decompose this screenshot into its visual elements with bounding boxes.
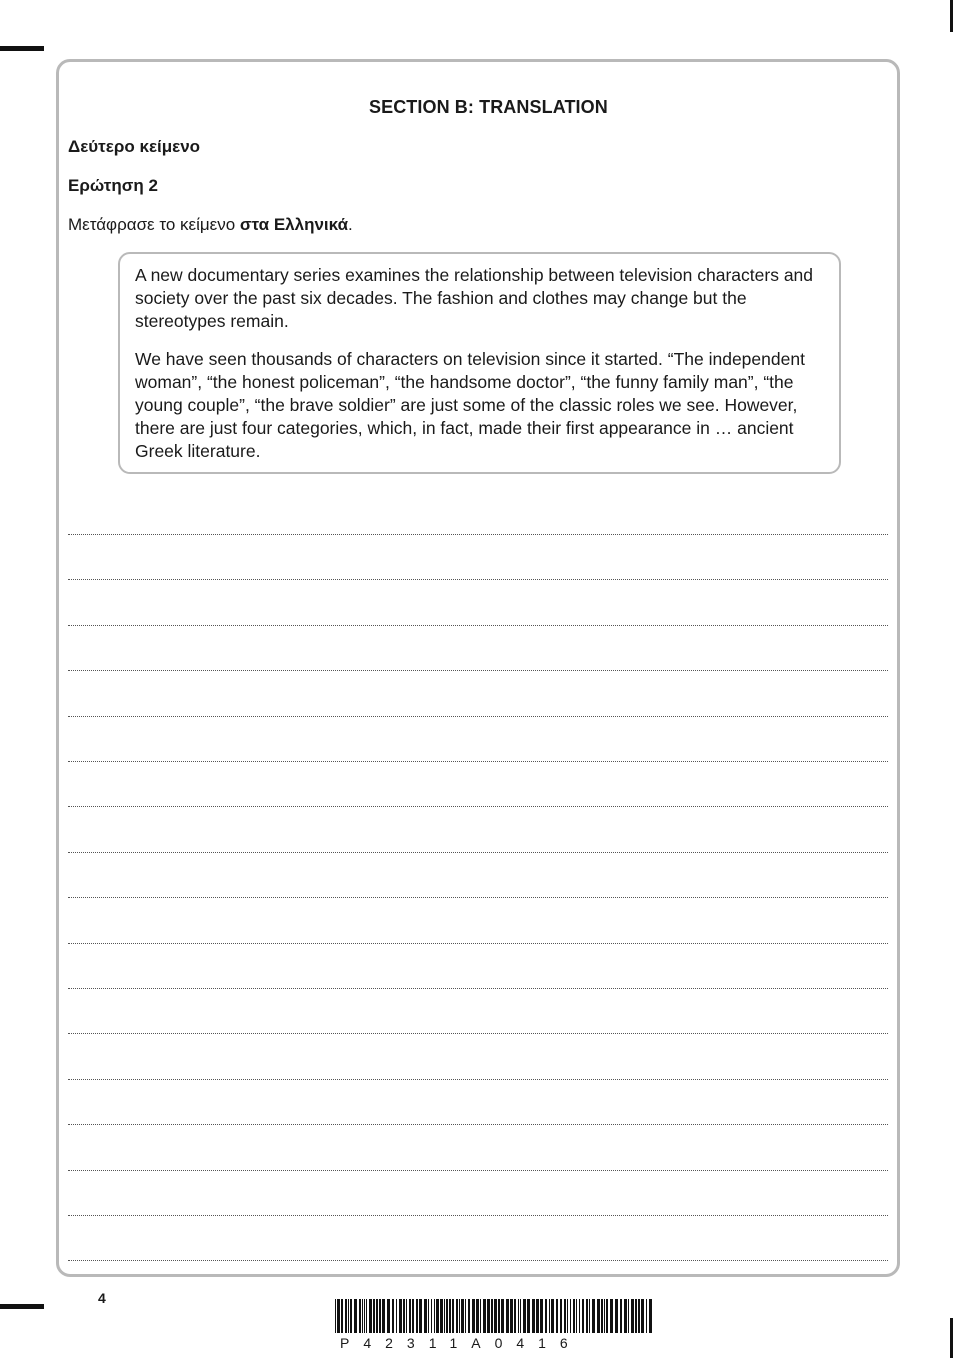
barcode-bar [649, 1299, 652, 1333]
barcode-bar [387, 1299, 390, 1333]
barcode-bar [638, 1299, 640, 1333]
answer-line [68, 716, 888, 717]
answer-line [68, 670, 888, 671]
barcode-bar [468, 1299, 470, 1333]
barcode-bar [359, 1299, 361, 1333]
barcode-bar [635, 1299, 637, 1333]
barcode-bar [459, 1299, 460, 1333]
text-label: Δεύτερο κείμενο [68, 137, 201, 156]
passage-paragraph-1: A new documentary series examines the relationship between television characters and society over the past six decades. The fashion and clothes may change but the stereotypes remain. [135, 265, 814, 331]
barcode-bar [354, 1299, 357, 1333]
barcode-bar [431, 1299, 432, 1333]
barcode-bar [472, 1299, 475, 1333]
barcode-bar [491, 1299, 493, 1333]
answer-line [68, 943, 888, 944]
barcode-bar [549, 1299, 550, 1333]
barcode-bar [628, 1299, 629, 1333]
barcode-bar [532, 1299, 535, 1333]
barcode-bar [601, 1299, 603, 1333]
barcode-bar [631, 1299, 634, 1333]
barcode-bar [456, 1299, 458, 1333]
barcode-bar [597, 1299, 600, 1333]
barcode-bar [373, 1299, 375, 1333]
barcode-bar [428, 1299, 429, 1333]
barcode-bar [364, 1299, 365, 1333]
barcode-bar [366, 1299, 367, 1333]
answer-line [68, 534, 888, 535]
instruction [68, 215, 353, 235]
barcode-bar [564, 1299, 566, 1333]
barcode-bar [501, 1299, 504, 1333]
instruction-prefix: Μετάφρασε το κείμενο [68, 215, 240, 234]
barcode-bar [412, 1299, 414, 1333]
barcode-bar [416, 1299, 418, 1333]
barcode-bar [376, 1299, 378, 1333]
answer-line [68, 1215, 888, 1216]
barcode-bar [604, 1299, 605, 1333]
barcode-bar [487, 1299, 490, 1333]
answer-line [68, 1033, 888, 1034]
barcode-bar [461, 1299, 464, 1333]
barcode-bar [646, 1299, 647, 1333]
barcode-bar [449, 1299, 451, 1333]
barcode-bar [494, 1299, 497, 1333]
barcode-bar [396, 1299, 397, 1333]
barcode-bar [369, 1299, 372, 1333]
barcode-bar [452, 1299, 454, 1333]
barcode-bar [379, 1299, 381, 1333]
barcode-bar [440, 1299, 443, 1333]
answer-line [68, 1260, 888, 1261]
barcode-bar [406, 1299, 407, 1333]
barcode-bar [579, 1299, 580, 1333]
barcode-bar [615, 1299, 618, 1333]
barcode-bar [510, 1299, 513, 1333]
barcode-text: P42311A0416 [340, 1335, 582, 1351]
answer-line [68, 897, 888, 898]
passage-box [118, 252, 841, 474]
barcode-bar [337, 1299, 340, 1333]
answer-frame [56, 59, 900, 1277]
barcode-bar [514, 1299, 516, 1333]
answer-line [68, 988, 888, 989]
answer-line [68, 625, 888, 626]
answer-line [68, 761, 888, 762]
barcode-bar [586, 1299, 588, 1333]
barcode-bar [582, 1299, 584, 1333]
barcode-bar [399, 1299, 402, 1333]
barcode-bar [620, 1299, 622, 1333]
barcode-bar [570, 1299, 571, 1333]
registration-mark-bottom-left [0, 1304, 44, 1309]
barcode-bar [610, 1299, 613, 1333]
barcode-bar [465, 1299, 466, 1333]
barcode-bar [589, 1299, 590, 1333]
barcode-bar [424, 1299, 427, 1333]
barcode-bar [403, 1299, 405, 1333]
instruction-suffix: . [348, 215, 353, 234]
answer-line [68, 1079, 888, 1080]
barcode-bar [556, 1299, 558, 1333]
barcode-bar [444, 1299, 445, 1333]
registration-mark-top-right [950, 0, 953, 32]
barcode [335, 1299, 655, 1335]
barcode-bar [641, 1299, 644, 1333]
barcode-bar [523, 1299, 526, 1333]
barcode-bar [518, 1299, 519, 1333]
barcode-bar [567, 1299, 568, 1333]
barcode-bar [480, 1299, 481, 1333]
barcode-bar [362, 1299, 363, 1333]
registration-mark-top-left [0, 46, 44, 51]
instruction-emphasis: στα Ελληνικά [239, 215, 349, 234]
barcode-bar [624, 1299, 627, 1333]
barcode-bar [392, 1299, 394, 1333]
barcode-bar [545, 1299, 547, 1333]
barcode-bar [483, 1299, 486, 1333]
passage-paragraph-2: We have seen thousands of characters on television since it started. “The independent woman”, “the honest policeman”, “the handsome doctor”, “the funny family man”, “the young couple”, “the brave soldier” are just some of the classic roles we see. However, there are just four categories, which, in fact, made their first appearance in … ancient Greek literature. [135, 349, 805, 461]
barcode-bar [576, 1299, 577, 1333]
barcode-bar [551, 1299, 554, 1333]
barcode-bar [592, 1299, 595, 1333]
question-label: Ερώτηση 2 [68, 176, 158, 195]
barcode-bar [345, 1299, 347, 1333]
answer-line [68, 579, 888, 580]
barcode-bar [348, 1299, 349, 1333]
barcode-bar [335, 1299, 336, 1333]
barcode-bar [419, 1299, 422, 1333]
answer-line [68, 1170, 888, 1171]
answer-line [68, 852, 888, 853]
barcode-bar [434, 1299, 435, 1333]
barcode-bar [506, 1299, 509, 1333]
barcode-bar [341, 1299, 343, 1333]
barcode-bar [560, 1299, 562, 1333]
section-title: SECTION B: TRANSLATION [369, 97, 608, 117]
barcode-bar [520, 1299, 521, 1333]
barcode-bar [573, 1299, 575, 1333]
barcode-bar [527, 1299, 530, 1333]
barcode-bar [606, 1299, 608, 1333]
barcode-bar [350, 1299, 352, 1333]
barcode-bar [540, 1299, 543, 1333]
barcode-bar [476, 1299, 479, 1333]
page-number: 4 [98, 1290, 106, 1306]
answer-line [68, 806, 888, 807]
barcode-bar [436, 1299, 439, 1333]
barcode-bar [536, 1299, 539, 1333]
answer-line [68, 1124, 888, 1125]
barcode-bar [446, 1299, 448, 1333]
barcode-bar [382, 1299, 385, 1333]
barcode-bar [498, 1299, 500, 1333]
barcode-bar [409, 1299, 411, 1333]
registration-mark-bottom-right [950, 1318, 953, 1358]
